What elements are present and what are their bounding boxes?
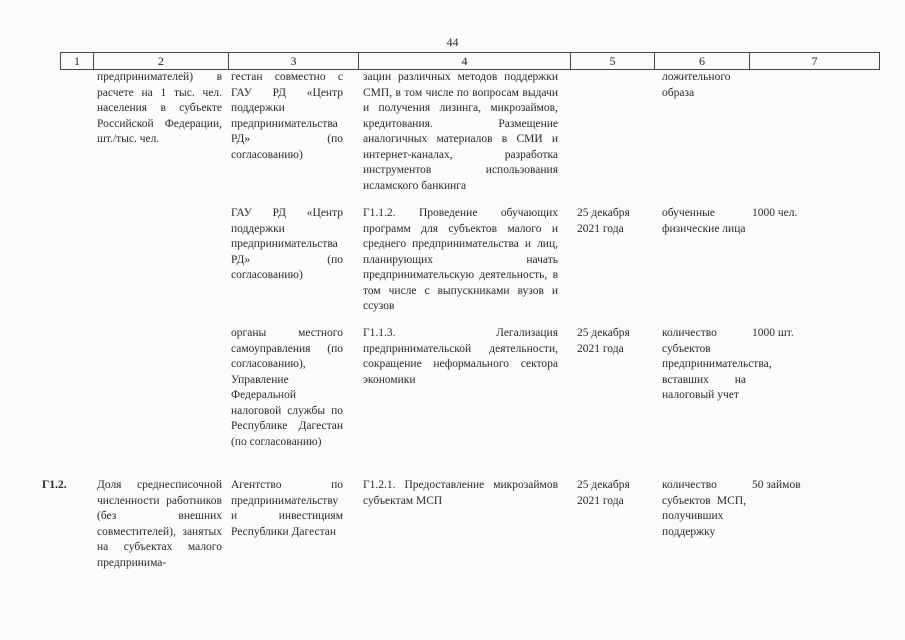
column-header-5: 5: [570, 53, 654, 69]
measure-cell: зации различных методов поддержки СМП, в том числе по вопросам выдачи и получения лизинга, микрозаймов, кредитования. Размещение аналогичных материалов в СМИ и интернет-каналах, разработка инструментов использования исламского банкинга: [363, 71, 558, 192]
executor-cell: ГАУ РД «Центр поддержки предпринимательства РД» (по согласованию): [231, 207, 343, 281]
page-number: 44: [446, 35, 459, 49]
column-header-3: 3: [228, 53, 358, 69]
column-header-7: 7: [749, 53, 880, 69]
result-cell: ложительного образа: [662, 71, 731, 99]
result-cell: количество субъектов предпринимательства, вставших на налоговый учет: [662, 327, 772, 401]
indicator-cell: предпринимателей) в расчете на 1 тыс. чел. населения в субъекте Российской Федерации, шт./тыс. чел.: [97, 71, 222, 145]
indicator-cell: Доля среднесписочной численности работников (без внешних совместителей), занятых на субъектах малого предпринима-: [97, 479, 222, 569]
table-header-row: [60, 52, 880, 70]
value-cell: 1000 чел.: [752, 207, 798, 219]
measure-cell: Г1.1.2. Проведение обучающих программ для субъектов малого и среднего предпринимательства и лиц, планирующих начать предпринимательскую деятельность, в том числе с выпускниками вузов и ссузов: [363, 207, 558, 312]
column-header-1: 1: [60, 53, 93, 69]
value-cell: 1000 шт.: [752, 327, 794, 339]
column-header-4: 4: [358, 53, 570, 69]
measure-cell: Г1.2.1. Предоставление микрозаймов субъектам МСП: [363, 479, 558, 507]
executor-cell: органы местного самоуправления (по согласованию), Управление Федеральной налоговой службы по Республике Дагестан (по согласованию): [231, 327, 343, 448]
column-header-6: 6: [654, 53, 749, 69]
value-cell: 50 займов: [752, 479, 801, 491]
deadline-cell: 25 декабря 2021 года: [577, 479, 630, 507]
deadline-cell: 25 декабря 2021 года: [577, 327, 630, 355]
code-cell: Г1.2.: [42, 479, 67, 491]
executor-cell: Агентство по предпринимательству и инвестициям Республики Дагестан: [231, 479, 343, 538]
result-cell: обученные физические лица: [662, 207, 746, 235]
executor-cell: гестан совместно с ГАУ РД «Центр поддержки предпринимательства РД» (по согласованию): [231, 71, 343, 161]
deadline-cell: 25 декабря 2021 года: [577, 207, 630, 235]
measure-cell: Г1.1.3. Легализация предпринимательской деятельности, сокращение неформального сектора экономики: [363, 327, 558, 386]
result-cell: количество субъектов МСП, получивших поддержку: [662, 479, 746, 538]
column-header-2: 2: [93, 53, 228, 69]
